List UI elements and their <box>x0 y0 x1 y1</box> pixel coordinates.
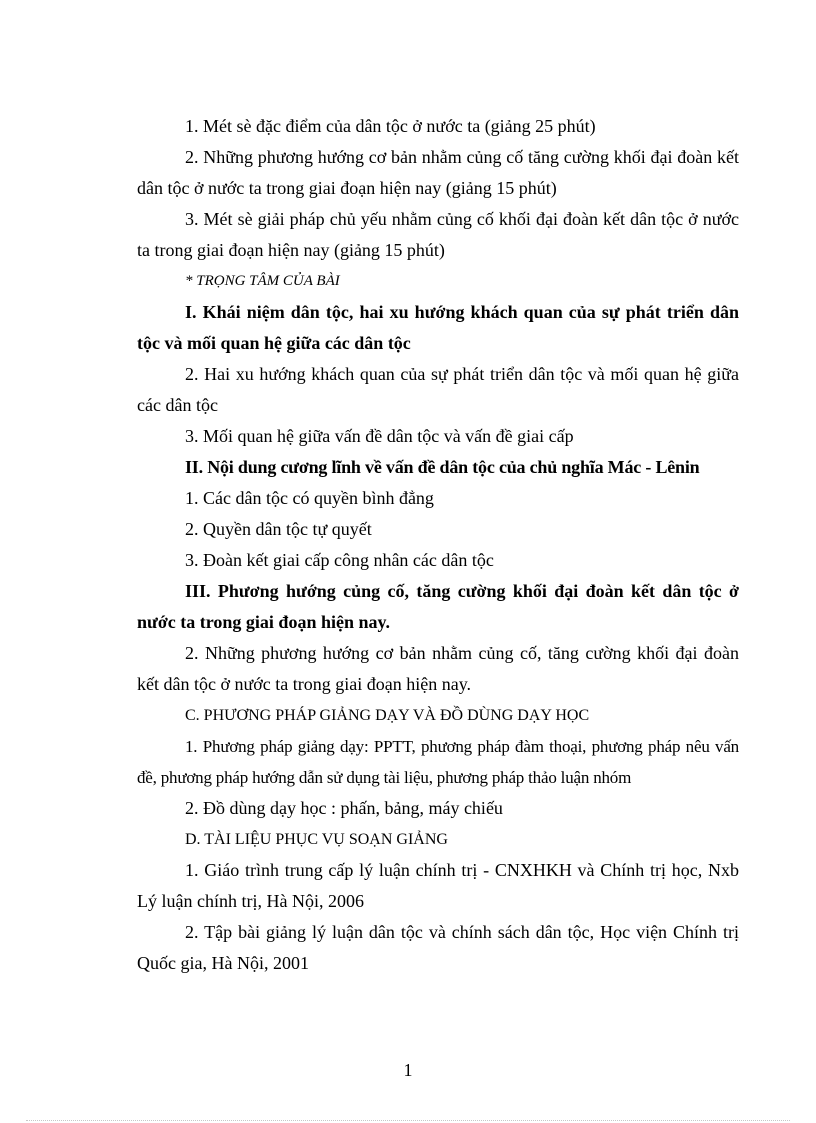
paragraph-1: 1. Mét sè đặc điểm của dân tộc ở nước ta (giảng 25 phút) <box>185 116 596 136</box>
paragraph-10: 2. Quyền dân tộc tự quyết <box>185 519 372 539</box>
heading-section-1: I. Khái niệm dân tộc, hai xu hướng khách quan của sự phát triển dân tộc và mối quan hệ giữa các dân tộc <box>137 302 739 353</box>
paragraph-2: 2. Những phương hướng cơ bản nhằm củng cố tăng cường khối đại đoàn kết dân tộc ở nước ta trong giai đoạn hiện nay (giảng 15 phút) <box>137 147 739 198</box>
paragraph-13: 2. Những phương hướng cơ bản nhằm củng cố, tăng cường khối đại đoàn kết dân tộc ở nước ta trong giai đoạn hiện nay. <box>137 643 739 694</box>
paragraph-15: 1. Phương pháp giảng dạy: PPTT, phương pháp đàm thoại, phương pháp nêu vấn đề, phương pháp hướng dẫn sử dụng tài liệu, phương pháp thảo luận nhóm <box>137 737 739 787</box>
heading-section-d: D. TÀI LIỆU PHỤC VỤ SOẠN GIẢNG <box>185 831 448 848</box>
paragraph-11: 3. Đoàn kết giai cấp công nhân các dân tộc <box>185 550 494 570</box>
heading-section-3: III. Phương hướng củng cố, tăng cường khối đại đoàn kết dân tộc ở nước ta trong giai đoạn hiện nay. <box>137 581 739 632</box>
document-body <box>137 111 739 979</box>
page-number: 1 <box>403 1060 413 1080</box>
paragraph-9: 1. Các dân tộc có quyền bình đẳng <box>185 488 434 508</box>
paragraph-7: 3. Mối quan hệ giữa vấn đề dân tộc và vấn đề giai cấp <box>185 426 574 446</box>
paragraph-19: 2. Tập bài giảng lý luận dân tộc và chính sách dân tộc, Học viện Chính trị Quốc gia, Hà Nội, 2001 <box>137 922 739 973</box>
heading-section-2: II. Nội dung cương lĩnh về vấn đề dân tộc của chủ nghĩa Mác - Lênin <box>185 457 700 477</box>
section-heading-focus: * TRỌNG TÂM CỦA BÀI <box>185 273 340 289</box>
footer-divider <box>26 1120 790 1121</box>
paragraph-6: 2. Hai xu hướng khách quan của sự phát triển dân tộc và mối quan hệ giữa các dân tộc <box>137 364 739 415</box>
heading-section-c: C. PHƯƠNG PHÁP GIẢNG DẠY VÀ ĐỒ DÙNG DẠY HỌC <box>185 707 590 724</box>
paragraph-16: 2. Đồ dùng dạy học : phấn, bảng, máy chiếu <box>185 798 503 818</box>
paragraph-18: 1. Giáo trình trung cấp lý luận chính trị - CNXHKH và Chính trị học, Nxb Lý luận chính trị, Hà Nội, 2006 <box>137 860 739 911</box>
paragraph-3: 3. Mét sè giải pháp chủ yếu nhằm củng cố khối đại đoàn kết dân tộc ở nước ta trong giai đoạn hiện nay (giảng 15 phút) <box>137 209 739 260</box>
